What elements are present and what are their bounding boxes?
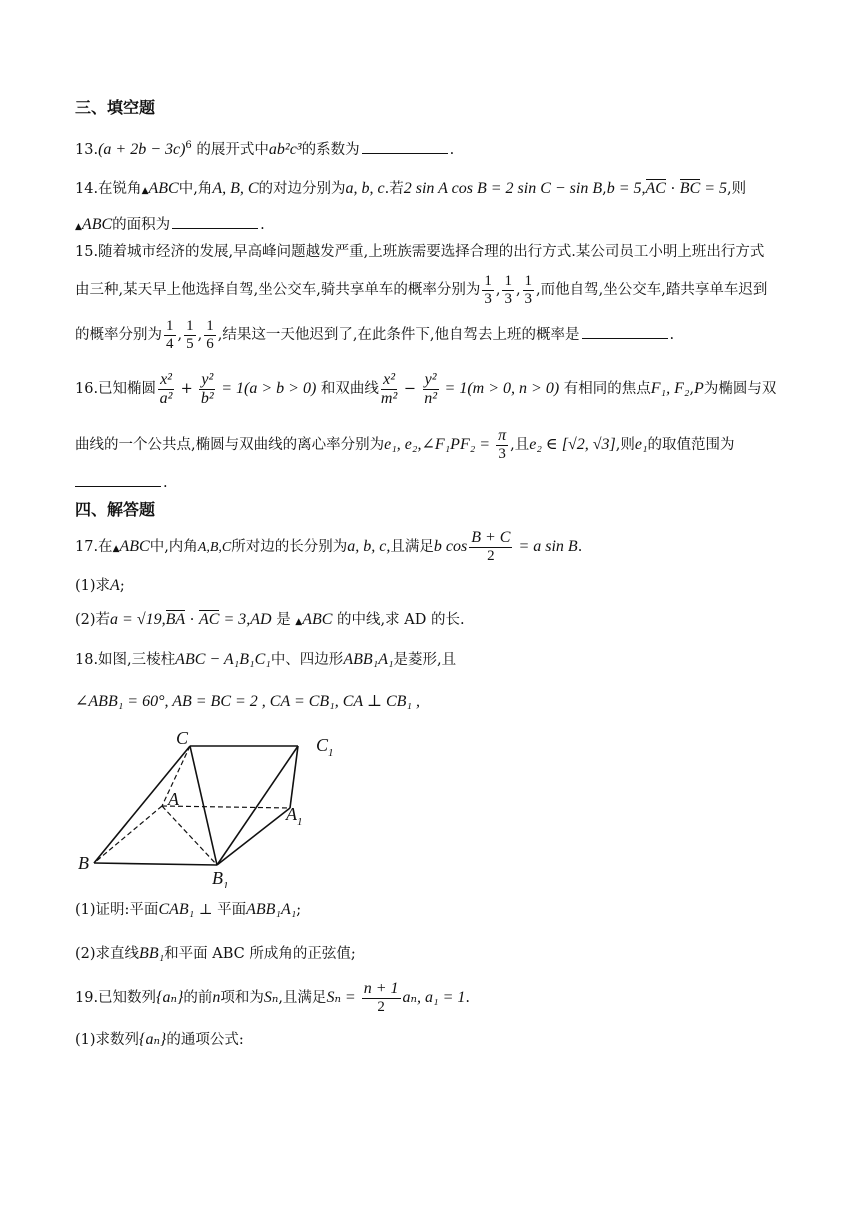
edge-a-b1 bbox=[162, 806, 217, 865]
q16-angle: ,∠F₁PF₂ = bbox=[417, 436, 495, 453]
q17-sides: a, b, c, bbox=[347, 538, 391, 555]
edge-b1-a1 bbox=[217, 808, 290, 865]
question-14-line-2 bbox=[75, 212, 790, 239]
vector-ba: BA bbox=[166, 608, 186, 632]
q16-text: 16.已知椭圆 bbox=[75, 381, 157, 397]
question-14 bbox=[75, 177, 790, 203]
question-18 bbox=[75, 648, 790, 672]
q14-end: . bbox=[260, 217, 265, 233]
q17-sub2-text-2: 是 bbox=[276, 612, 291, 628]
q19-rhs: aₙ, a₁ = 1 bbox=[402, 989, 466, 1006]
question-16-line-2 bbox=[75, 425, 790, 465]
triangle-symbol: ▲ bbox=[295, 617, 303, 627]
label-b: B bbox=[78, 853, 89, 873]
q19-sequence: {aₙ} bbox=[156, 989, 184, 1006]
q18-sub2-text: (2)求直线 bbox=[75, 946, 140, 962]
vector-ac: AC bbox=[646, 177, 666, 201]
fraction: $\frac{\text{y²}}{\text{b²}}$ bbox=[200, 370, 214, 407]
q16-text-6: ,且 bbox=[510, 437, 530, 453]
question-15-line-3: 的概率分别为 $\frac{1}{4}$ , $\frac{1}{5}$ , $\frac{1}{6}$ ,结果这一天他迟到了,在此条件下,他自驾去上班的概率是 . bbox=[75, 317, 675, 352]
q17-sub1-text: (1)求 bbox=[75, 578, 111, 594]
edge-a-b bbox=[94, 806, 162, 863]
q19-sub1-sequence: {aₙ} bbox=[139, 1031, 167, 1048]
q19-text-4: ,且满足 bbox=[278, 990, 327, 1006]
fraction: $\frac{1}{3}$ bbox=[504, 272, 512, 307]
q18-sub1-text: (1)证明:平面 bbox=[75, 902, 159, 918]
q18-sub2-text-2: 和平面 ABC 所成角的正弦值; bbox=[164, 946, 356, 962]
q14-text-2: 中,角 bbox=[178, 181, 213, 197]
q17-text: 17.在 bbox=[75, 539, 113, 555]
q16-e1: e₁ bbox=[634, 436, 648, 453]
fraction: $\frac{\text{x²}}{\text{a²}}$ bbox=[159, 370, 173, 407]
q13-text-2: 的系数为 bbox=[301, 141, 360, 158]
fraction: $\frac{1}{3}$ bbox=[524, 272, 533, 307]
fraction: $\frac{n + 1}{2}$ bbox=[363, 980, 399, 1015]
q15-text-2: ,而他自驾,坐公交车,踏共享单车迟到 bbox=[536, 282, 768, 298]
fraction: $\frac{\pi}{3}$ bbox=[498, 427, 507, 462]
triangle-symbol: ▲ bbox=[141, 186, 149, 196]
q17-sub2-triangle: ABC bbox=[302, 611, 333, 628]
fraction: $\frac{B + C}{2}$ bbox=[471, 529, 511, 564]
q15-text-3: 的概率分别为 bbox=[75, 327, 162, 343]
q19-sub1-text: (1)求数列 bbox=[75, 1032, 140, 1048]
q17-sub1-var: A bbox=[110, 577, 120, 594]
q18-text-3: 是菱形,且 bbox=[393, 652, 457, 668]
q17-text-3: 所对边的长分别为 bbox=[231, 539, 348, 555]
section-heading-solutions: 四、解答题 bbox=[75, 500, 156, 519]
q17-sub2-text-3: 的中线,求 AD 的长. bbox=[337, 612, 465, 628]
prism-figure bbox=[72, 728, 372, 888]
answer-blank[interactable] bbox=[172, 212, 258, 229]
q18-text: 18.如图,三棱柱 bbox=[75, 652, 176, 668]
q18-line: BB₁ bbox=[139, 945, 165, 962]
question-15: 15.随着城市经济的发展,早高峰问题越发严重,上班族需要选择合理的出行方式.某公司员工小明上班出行方式 bbox=[75, 244, 765, 260]
q14-area-text: 的面积为 bbox=[112, 217, 171, 233]
q13-end: . bbox=[449, 141, 455, 158]
q16-text-7: ,则 bbox=[615, 437, 635, 453]
q14-text-3: 的对边分别为 bbox=[258, 181, 346, 197]
vector-ac: AC bbox=[199, 608, 219, 632]
q17-triangle: ABC bbox=[119, 538, 150, 555]
question-19-part-1 bbox=[75, 1028, 790, 1052]
section-heading-fill-in: 三、填空题 bbox=[75, 98, 156, 117]
q18-sub1-text-2: 平面 bbox=[217, 902, 247, 918]
label-c: C bbox=[176, 728, 189, 748]
label-a: A bbox=[168, 789, 179, 809]
label-a1: $A_1$ bbox=[286, 804, 303, 828]
question-18-part-1: (1)证明:平面CAB₁ ⊥ 平面ABB₁A₁; bbox=[75, 901, 302, 918]
q15-end: . bbox=[669, 327, 675, 343]
question-15-line-2: 由三种,某天早上他选择自驾,坐公交车,骑共享单车的概率分别为 $\frac{1}{3}$ , $\frac{1}{3}$ , $\frac{1}{3}$ ,而他自驾,坐公交车,踏共享单车迟到 bbox=[75, 272, 768, 307]
q17-angles: A,B,C bbox=[197, 540, 232, 555]
q17-segment: AD bbox=[250, 611, 272, 628]
q14-triangle: ABC bbox=[148, 180, 179, 197]
fraction: $\frac{1}{5}$ bbox=[186, 317, 194, 352]
question-18-conditions bbox=[75, 690, 790, 714]
q13-number: 13. bbox=[75, 141, 99, 158]
edge-c-b1 bbox=[190, 746, 217, 865]
answer-blank[interactable] bbox=[582, 322, 668, 339]
answer-blank[interactable] bbox=[362, 137, 448, 154]
q17-lhs: b cos bbox=[433, 538, 468, 555]
q14-text-4: .若 bbox=[384, 181, 404, 197]
dot-operator: · bbox=[665, 181, 680, 197]
q17-equals: = 3, bbox=[219, 611, 251, 628]
question-13 bbox=[75, 134, 790, 162]
q16-point: P bbox=[694, 380, 704, 397]
q18-plane-1: CAB₁ bbox=[158, 901, 195, 918]
q19-text-3: 项和为 bbox=[220, 990, 264, 1006]
fraction: $\frac{1}{4}$ bbox=[166, 317, 174, 352]
q16-text-4: 为椭圆与双 bbox=[703, 381, 777, 397]
q16-text-5: 曲线的一个公共点,椭圆与双曲线的离心率分别为 bbox=[75, 437, 385, 453]
label-b1: $B_1$ bbox=[212, 868, 229, 888]
q13-term: ab²c³ bbox=[268, 140, 302, 158]
q18-prism: ABC − A₁B₁C₁ bbox=[175, 651, 271, 668]
q16-foci: F₁, F₂ bbox=[650, 380, 690, 397]
q19-n: n bbox=[212, 989, 221, 1006]
q16-range: e₂ ∈ [√2, √3] bbox=[529, 436, 616, 453]
fraction: $\frac{\text{x²}}{\text{m²}}$ bbox=[380, 370, 398, 407]
q14-sides: a, b, c bbox=[345, 180, 385, 197]
edge-a-a1 bbox=[162, 806, 290, 808]
hyperbola-condition: = 1(m > 0, n > 0) bbox=[440, 380, 560, 397]
answer-blank[interactable] bbox=[75, 470, 161, 487]
question-17-part-1: (1)求A; bbox=[75, 577, 125, 594]
q14-text: 14.在锐角 bbox=[75, 181, 142, 197]
question-17-part-2: (2)若a = √19,BA · AC = 3,AD 是 ▲ABC 的中线,求 AD 的长. bbox=[75, 608, 790, 634]
question-16-line-3 bbox=[75, 470, 790, 495]
fraction: $\frac{\text{y²}}{\text{n²}}$ bbox=[424, 370, 437, 407]
q19-sum: Sₙ bbox=[263, 989, 279, 1006]
q13-text: 的展开式中 bbox=[196, 141, 269, 158]
fraction: $\frac{1}{6}$ bbox=[206, 317, 214, 352]
q17-text-2: 中,内角 bbox=[149, 539, 198, 555]
vector-bc: BC bbox=[680, 177, 700, 201]
q17-sub2-condition: a = √19, bbox=[110, 611, 166, 628]
q15-text: 由三种,某天早上他选择自驾,坐公交车,骑共享单车的概率分别为 bbox=[75, 282, 481, 298]
q13-exponent: 6 bbox=[185, 140, 192, 151]
q14-comma: , bbox=[602, 181, 607, 197]
q17-sub2-text: (2)若 bbox=[75, 612, 111, 628]
label-c1: $C_1$ bbox=[316, 735, 334, 759]
fraction: $\frac{1}{3}$ bbox=[484, 272, 492, 307]
q14-condition: 2 sin A cos B = 2 sin C − sin B bbox=[403, 180, 603, 197]
q16-text-2: 和双曲线 bbox=[320, 381, 379, 397]
q16-text-8: 的取值范围为 bbox=[647, 437, 735, 453]
triangle-symbol: ▲ bbox=[112, 544, 120, 554]
q19-sub1-text-2: 的通项公式: bbox=[166, 1032, 244, 1048]
q18-condition: ∠ABB₁ = 60°, AB = BC = 2 , CA = CB₁, CA ⊥ CB₁ , bbox=[75, 693, 420, 710]
question-19: 19.已知数列{aₙ}的前n项和为Sₙ,且满足Sₙ = $\frac{n + 1}{2}$ aₙ, a₁ = 1. bbox=[75, 980, 470, 1015]
ellipse-condition: = 1(a > b > 0) bbox=[217, 380, 317, 397]
q18-text-2: 中、四边形 bbox=[270, 652, 344, 668]
question-17: 17.在▲ABC中,内角A,B,C所对边的长分别为a, b, c,且满足b cos $\frac{B + C}{2}$ = a sin B. bbox=[75, 529, 583, 564]
q17-text-4: 且满足 bbox=[390, 539, 434, 555]
q14-text-5: ,则 bbox=[727, 181, 747, 197]
edge-b-b1 bbox=[94, 863, 217, 865]
q17-rhs: = a sin B bbox=[514, 538, 578, 555]
question-16: 16.已知椭圆 $\frac{\text{x²}}{\text{a²}}$ + $\frac{\text{y²}}{\text{b²}}$ = 1(a > b > 0) 和双曲线 $\frac{\text{x²}}{\text{m²}}$ − $\frac{\text{y²}}{\text{n²}}$ = 1(m > 0, n > 0) 有相同的焦点F₁, F₂,P为椭圆与双 bbox=[75, 370, 777, 407]
q19-text-2: 的前 bbox=[183, 990, 213, 1006]
q16-end: . bbox=[163, 475, 168, 491]
q18-quadrilateral: ABB₁A₁ bbox=[343, 651, 394, 668]
question-18-part-2 bbox=[75, 942, 790, 966]
q19-lhs: Sₙ = bbox=[326, 989, 360, 1006]
q14-equals: = 5 bbox=[700, 180, 728, 197]
q14-b-value: b = 5, bbox=[606, 180, 646, 197]
q14-angles: A, B, C bbox=[212, 180, 259, 197]
q14-triangle-2: ABC bbox=[81, 216, 113, 233]
q19-text: 19.已知数列 bbox=[75, 990, 157, 1006]
q13-expression: (a + 2b − 3c) bbox=[98, 140, 186, 158]
q15-text-4: ,结果这一天他迟到了,在此条件下,他自驾去上班的概率是 bbox=[217, 327, 580, 343]
q16-text-3: 有相同的焦点 bbox=[563, 381, 651, 397]
q18-plane-2: ABB₁A₁ bbox=[246, 901, 297, 918]
q16-eccentricities: e₁, e₂ bbox=[384, 436, 418, 453]
triangle-symbol: ▲ bbox=[75, 222, 82, 232]
